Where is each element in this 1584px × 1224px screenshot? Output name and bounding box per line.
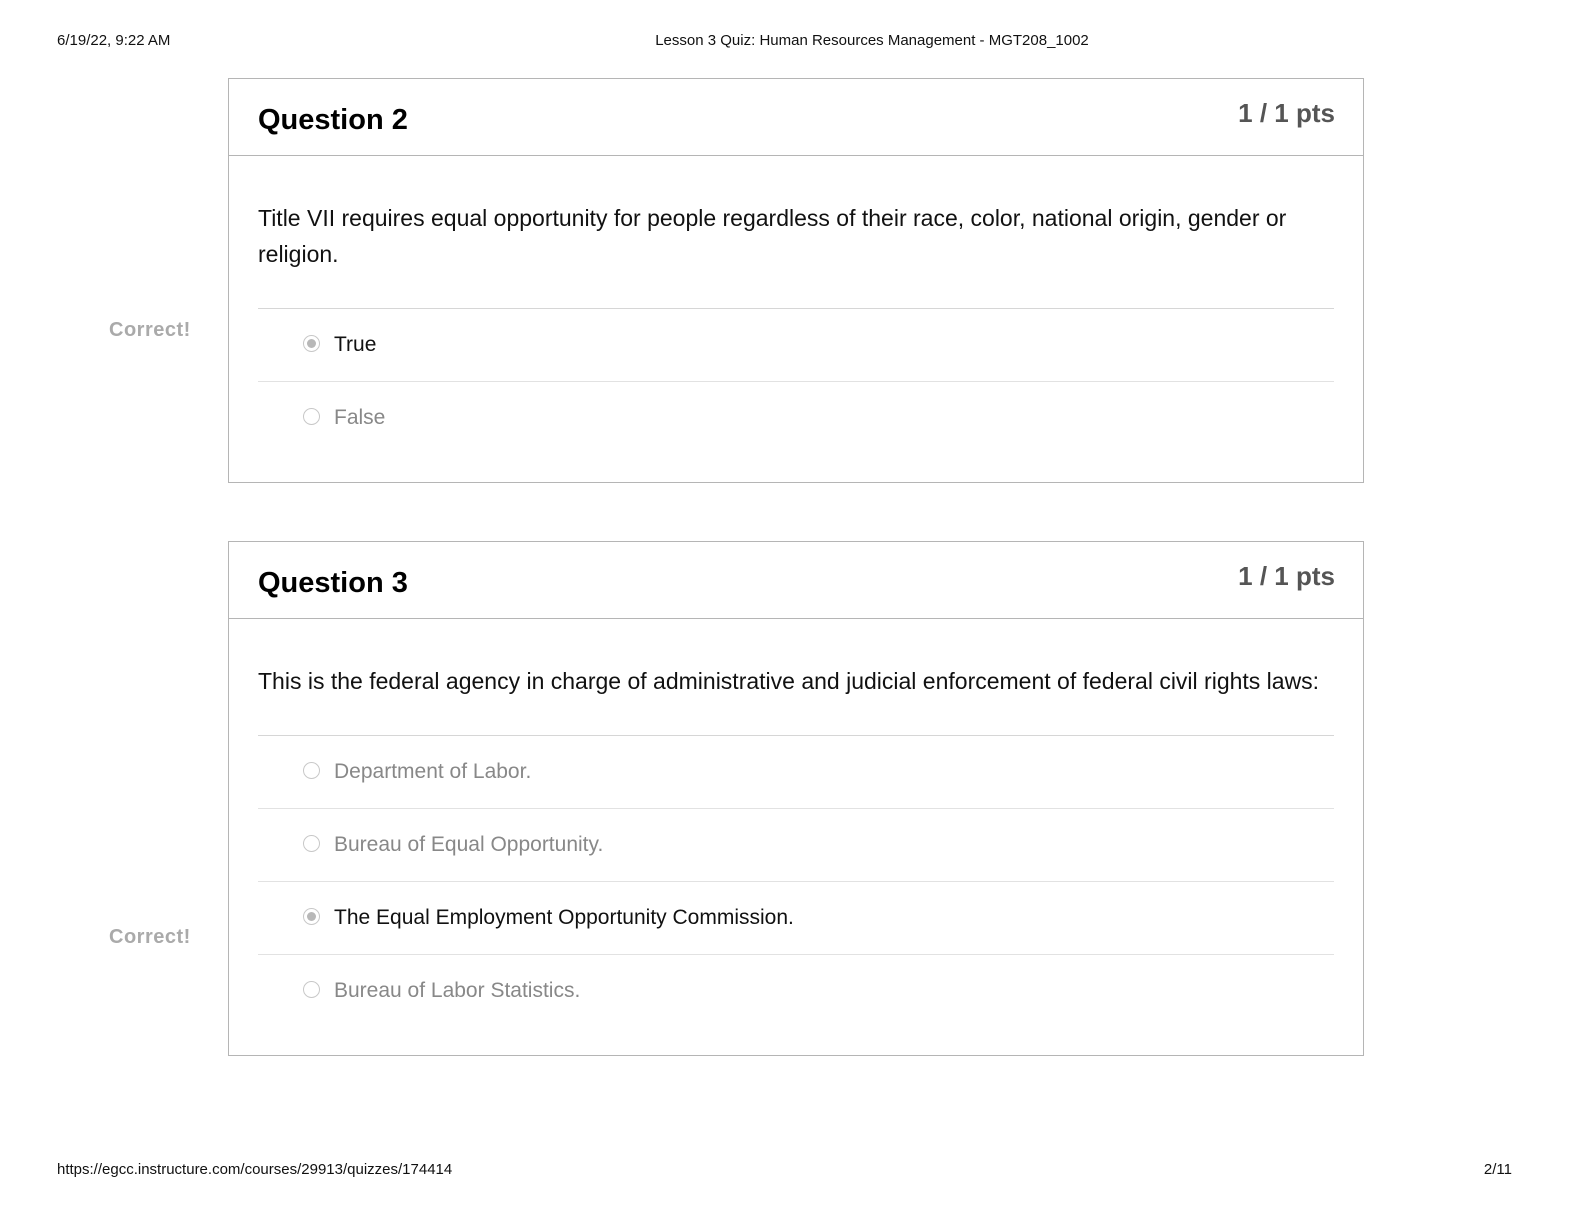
- answer-option[interactable]: [258, 809, 1334, 882]
- answer-label: False: [334, 406, 386, 429]
- correct-flag: Correct!: [109, 319, 191, 341]
- answer-label: Bureau of Labor Statistics.: [334, 979, 581, 1002]
- radio-icon[interactable]: [303, 408, 320, 425]
- answer-list: [258, 309, 1334, 454]
- question-text: This is the federal agency in charge of administrative and judicial enforcement of federal civil rights laws:: [258, 619, 1334, 736]
- correct-flag: Correct!: [109, 926, 191, 948]
- radio-icon[interactable]: [303, 981, 320, 998]
- answer-label: Department of Labor.: [334, 760, 532, 783]
- print-url: https://egcc.instructure.com/courses/29913/quizzes/174414: [57, 1161, 453, 1178]
- radio-icon[interactable]: [303, 835, 320, 852]
- answer-label: The Equal Employment Opportunity Commission.: [334, 906, 794, 929]
- answer-option[interactable]: [258, 309, 1334, 382]
- question-header: [229, 79, 1363, 156]
- answer-label: True: [334, 333, 377, 356]
- question-card: [228, 541, 1364, 1056]
- answer-label: Bureau of Equal Opportunity.: [334, 833, 604, 856]
- answer-list: [258, 736, 1334, 1027]
- answer-option[interactable]: [258, 382, 1334, 454]
- radio-selected-icon[interactable]: [303, 908, 320, 925]
- answer-option[interactable]: [258, 955, 1334, 1027]
- print-page-number: 2/11: [1483, 1161, 1512, 1178]
- question-points: 1 / 1 pts: [1238, 561, 1335, 591]
- question-title: Question 3: [258, 567, 408, 599]
- answer-option[interactable]: [258, 736, 1334, 809]
- question-points: 1 / 1 pts: [1238, 98, 1335, 128]
- radio-selected-icon[interactable]: [303, 335, 320, 352]
- print-page-title: Lesson 3 Quiz: Human Resources Management - MGT208_1002: [655, 32, 1089, 49]
- print-datetime: 6/19/22, 9:22 AM: [57, 32, 171, 49]
- question-title: Question 2: [258, 104, 408, 136]
- answer-option[interactable]: [258, 882, 1334, 955]
- question-card: [228, 78, 1364, 483]
- question-text: Title VII requires equal opportunity for people regardless of their race, color, national origin, gender or religion.: [258, 156, 1334, 309]
- question-header: [229, 542, 1363, 619]
- radio-icon[interactable]: [303, 762, 320, 779]
